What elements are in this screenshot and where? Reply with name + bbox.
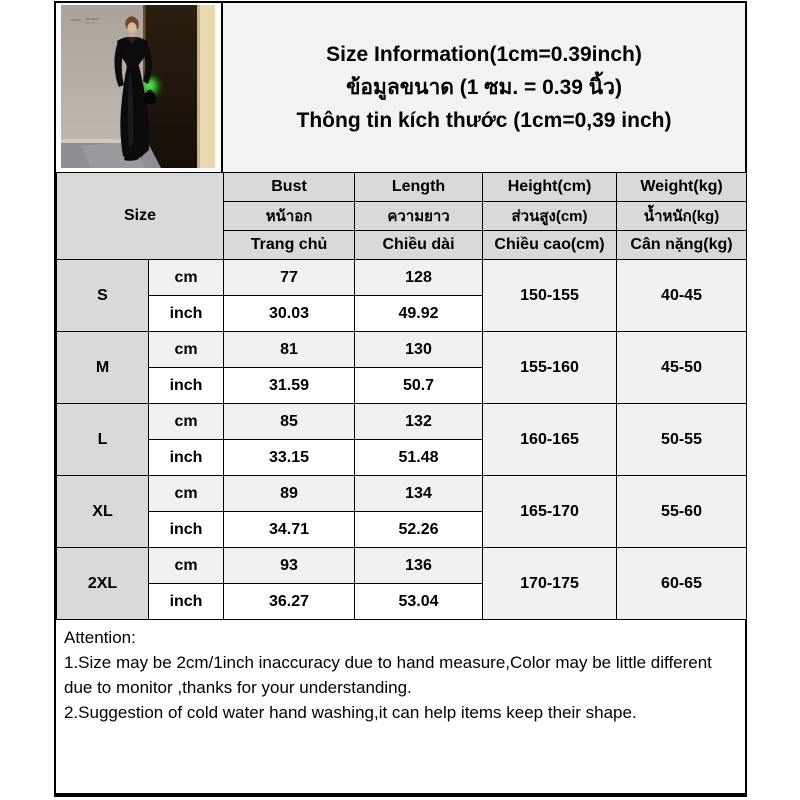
attention-line-2: 2.Suggestion of cold water hand washing,it can help items keep their shape. xyxy=(64,703,637,722)
row-m-cm xyxy=(57,332,747,368)
bust-inch-cell: 34.71 xyxy=(224,512,355,548)
length-inch-cell: 53.04 xyxy=(355,584,483,620)
title-th: ข้อมูลขนาด (1 ซม. = 0.39 นิ้ว) xyxy=(346,76,622,99)
height-cell: 170-175 xyxy=(483,548,617,620)
bust-inch-cell: 31.59 xyxy=(224,368,355,404)
size-label: S xyxy=(57,260,149,332)
col-header-height-vi: Chiều cao(cm) xyxy=(483,231,617,260)
face xyxy=(127,22,136,33)
attention-line-1: 1.Size may be 2cm/1inch inaccuracy due to hand measure,Color may be little different due to monitor ,thanks for your understanding. xyxy=(64,653,712,697)
product-photo xyxy=(56,3,223,172)
unit-cell: inch xyxy=(149,584,224,620)
bust-cm-cell: 89 xyxy=(224,476,355,512)
col-header-bust-th: หน้าอก xyxy=(224,202,355,231)
size-label: M xyxy=(57,332,149,404)
col-header-height-th: ส่วนสูง(cm) xyxy=(483,202,617,231)
col-header-weight-en: Weight(kg) xyxy=(617,173,747,202)
length-cm-cell: 136 xyxy=(355,548,483,584)
col-header-length-th: ความยาว xyxy=(355,202,483,231)
unit-cell: cm xyxy=(149,404,224,440)
length-cm-cell: 134 xyxy=(355,476,483,512)
unit-cell: cm xyxy=(149,332,224,368)
col-header-weight-th: น้ำหนัก(kg) xyxy=(617,202,747,231)
length-cm-cell: 128 xyxy=(355,260,483,296)
weight-cell: 50-55 xyxy=(617,404,747,476)
unit-cell: inch xyxy=(149,296,224,332)
length-inch-cell: 50.7 xyxy=(355,368,483,404)
col-header-length-en: Length xyxy=(355,173,483,202)
attention-note xyxy=(56,620,745,793)
length-inch-cell: 52.26 xyxy=(355,512,483,548)
row-xl-cm xyxy=(57,476,747,512)
attention-heading: Attention: xyxy=(64,628,136,647)
size-table xyxy=(56,172,747,620)
title-en: Size Information(1cm=0.39inch) xyxy=(326,43,642,66)
height-cell: 160-165 xyxy=(483,404,617,476)
col-header-bust-en: Bust xyxy=(224,173,355,202)
size-label: L xyxy=(57,404,149,476)
height-cell: 155-160 xyxy=(483,332,617,404)
row-l-cm xyxy=(57,404,747,440)
unit-cell: inch xyxy=(149,368,224,404)
bust-inch-cell: 33.15 xyxy=(224,440,355,476)
bust-cm-cell: 85 xyxy=(224,404,355,440)
col-header-weight-vi: Cân nặng(kg) xyxy=(617,231,747,260)
col-header-length-vi: Chiều dài xyxy=(355,231,483,260)
title-vi: Thông tin kích thước (1cm=0,39 inch) xyxy=(296,109,672,132)
unit-cell: inch xyxy=(149,440,224,476)
weight-cell: 60-65 xyxy=(617,548,747,620)
height-cell: 150-155 xyxy=(483,260,617,332)
height-cell: 165-170 xyxy=(483,476,617,548)
title-block xyxy=(223,3,745,172)
product-photo-illustration xyxy=(61,5,215,168)
length-inch-cell: 49.92 xyxy=(355,296,483,332)
weight-cell: 45-50 xyxy=(617,332,747,404)
weight-cell: 40-45 xyxy=(617,260,747,332)
row-2xl-cm xyxy=(57,548,747,584)
unit-cell: cm xyxy=(149,548,224,584)
col-header-bust-vi: Trang chủ xyxy=(224,231,355,260)
row-s-cm xyxy=(57,260,747,296)
bust-inch-cell: 36.27 xyxy=(224,584,355,620)
size-header-cell: Size xyxy=(57,173,224,260)
col-header-height-en: Height(cm) xyxy=(483,173,617,202)
unit-cell: cm xyxy=(149,260,224,296)
bust-inch-cell: 30.03 xyxy=(224,296,355,332)
length-inch-cell: 51.48 xyxy=(355,440,483,476)
bust-cm-cell: 93 xyxy=(224,548,355,584)
size-chart-sheet xyxy=(54,1,747,797)
bust-cm-cell: 77 xyxy=(224,260,355,296)
unit-cell: cm xyxy=(149,476,224,512)
top-section xyxy=(56,3,745,172)
unit-cell: inch xyxy=(149,512,224,548)
length-cm-cell: 130 xyxy=(355,332,483,368)
length-cm-cell: 132 xyxy=(355,404,483,440)
header-row-en xyxy=(57,173,747,202)
weight-cell: 55-60 xyxy=(617,476,747,548)
size-label: 2XL xyxy=(57,548,149,620)
bust-cm-cell: 81 xyxy=(224,332,355,368)
size-label: XL xyxy=(57,476,149,548)
